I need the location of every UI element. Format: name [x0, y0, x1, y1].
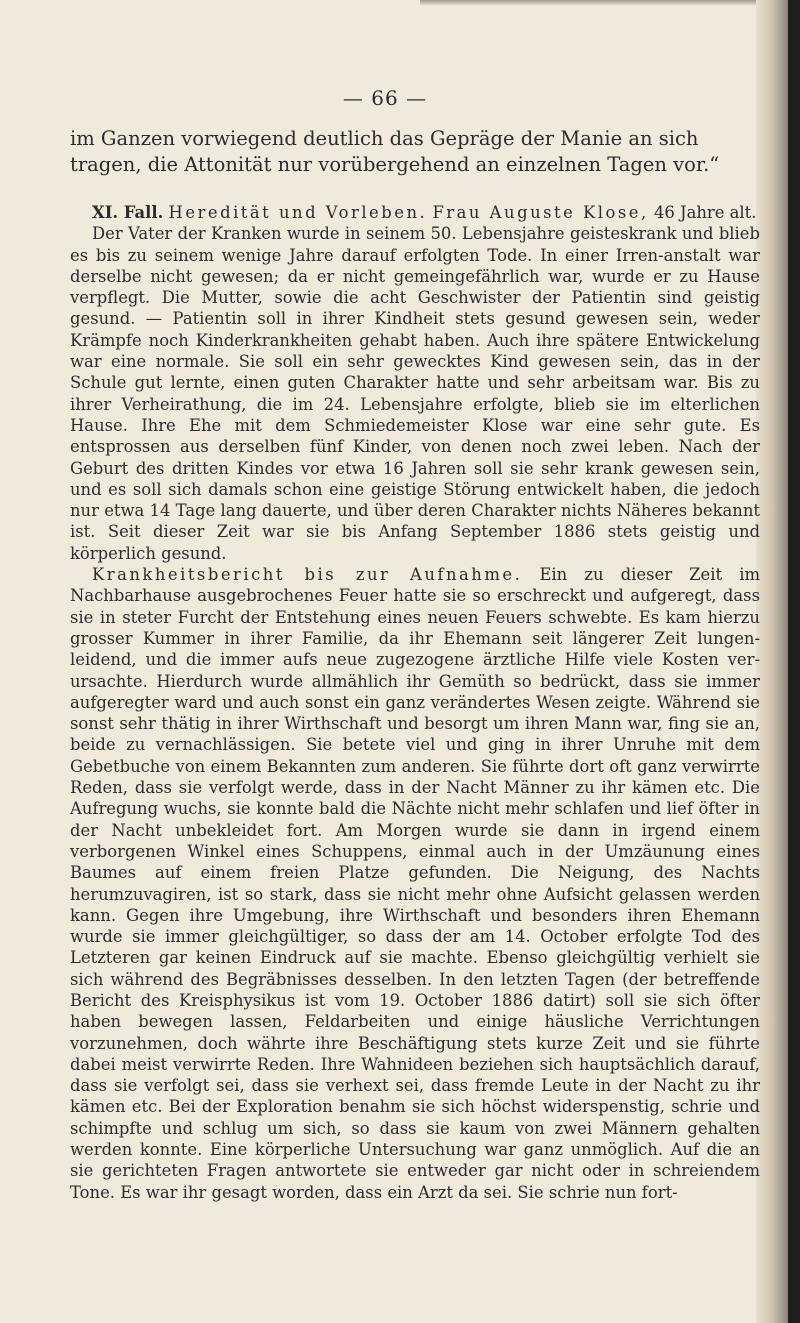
case-heading: XI. Fall.: [92, 203, 164, 222]
report-paragraph: [70, 564, 760, 1203]
page-top-shadow: [420, 0, 800, 6]
book-binding-shadow: [788, 0, 800, 1323]
case-heading-paragraph: [70, 202, 760, 223]
case-body: [70, 202, 760, 1203]
page-number: — 66 —: [342, 86, 428, 110]
intro-paragraph: im Ganzen vorwiegend deutlich das Gepräge der Manie an sich tragen, die Attonität nur vorübergehend an einzelnen Tagen vor.“: [70, 127, 720, 176]
history-paragraph: Der Vater der Kranken wurde in seinem 50. Lebensjahre geisteskrank und blieb es bis zu seinem wenige Jahre darauf erfolgten Tode. In einer Irren-anstalt war derselbe nicht gewesen; da er nicht gemeingefährlich war, wurde er zu Hause verpflegt. Die Mutter, sowie die acht Geschwister der Patientin sind geistig gesund. — Patientin soll in ihrer Kindheit stets gesund gewesen sein, weder Krämpfe noch Kinderkrankheiten gehabt haben. Auch ihre spätere Entwickelung war eine normale. Sie soll ein sehr gewecktes Kind gewesen sein, das in der Schule gut lernte, einen guten Charakter hatte und sehr arbeitsam war. Bis zu ihrer Verheirathung, die im 24. Lebensjahre erfolgte, blieb sie im elterlichen Hause. Ihre Ehe mit dem Schmiedemeister Klose war eine sehr gute. Es entsprossen aus derselben fünf Kinder, von denen noch zwei leben. Nach der Geburt des dritten Kindes vor etwa 16 Jahren soll sie sehr krank gewesen sein, und es soll sich damals schon eine geistige Störung entwickelt haben, die jedoch nur etwa 14 Tage lang dauerte, und über deren Charakter nichts Näheres bekannt ist. Seit dieser Zeit war sie bis Anfang September 1886 stets geistig und körperlich gesund.: [70, 224, 760, 563]
report-text: Ein zu dieser Zeit im Nachbarhause ausgebrochenes Feuer hatte sie so erschreckt und aufgeregt, dass sie in steter Furcht der Entstehung eines neuen Feuers schwebte. Es kam hierzu grosser Kummer in ihrer Familie, da ihr Ehemann seit längerer Zeit lungen-leidend, und die immer aufs neue zugezogene ärztliche Hilfe viele Kosten ver-ursachte. Hierdurch wurde allmählich ihr Gemüth so bedrückt, dass sie immer aufgeregter ward und auch sonst ein ganz verändertes Wesen zeigte. Während sie sonst sehr thätig in ihrer Wirthschaft und besorgt um ihren Mann war, fing sie an, beide zu vernachlässigen. Sie betete viel und ging in ihrer Unruhe mit dem Gebetbuche von einem Bekannten zum anderen. Sie führte dort oft ganz verwirrte Reden, dass sie verfolgt werde, dass in der Nacht Männer zu ihr kämen etc. Die Aufregung wuchs, sie konnte bald die Nächte nicht mehr schlafen und lief öfter in der Nacht unbekleidet fort. Am Morgen wurde sie dann in irgend einem verborgenen Winkel eines Schuppens, einmal auch in der Umzäunung eines Baumes auf einem freien Platze gefunden. Die Neigung, des Nachts herumzuvagiren, ist so stark, dass sie nicht mehr ohne Aufsicht gelassen werden kann. Gegen ihre Umgebung, ihre Wirthschaft und besonders ihren Ehemann wurde sie immer gleichgültiger, so dass der am 14. October erfolgte Tod des Letzteren gar keinen Eindruck auf sie machte. Ebenso gleichgültig verhielt sie sich während des Begräbnisses desselben. In den letzten Tagen (der betreffende Bericht des Kreisphysikus ist vom 19. October 1886 datirt) soll sie sich öfter haben bewegen lassen, Feldarbeiten und einige häusliche Verrichtungen vorzunehmen, doch währte ihre Beschäftigung stets kurze Zeit und sie führte dabei meist verwirrte Reden. Ihre Wahnideen beziehen sich hauptsächlich darauf, dass sie verfolgt sei, dass sie verhext sei, dass fremde Leute in der Nacht zu ihr kämen etc. Bei der Exploration benahm sie sich höchst widerspenstig, schrie und schimpfte und schlug um sich, so dass sie kaum von zwei Männern gehalten werden konnte. Eine körperliche Untersuchung war ganz unmöglich. Auf die an sie gerichteten Fragen antwortete sie entweder gar nicht oder in schreiendem Tone. Es war ihr gesagt worden, dass ein Arzt da sei. Sie schrie nun fort-: [70, 565, 760, 1202]
report-heading: Krankheitsbericht bis zur Aufnahme.: [92, 565, 523, 585]
patient-age: 46 Jahre alt.: [653, 203, 757, 222]
case-subtitle: Heredität und Vorleben.: [168, 203, 428, 222]
patient-name: Frau Auguste Klose,: [432, 203, 649, 222]
